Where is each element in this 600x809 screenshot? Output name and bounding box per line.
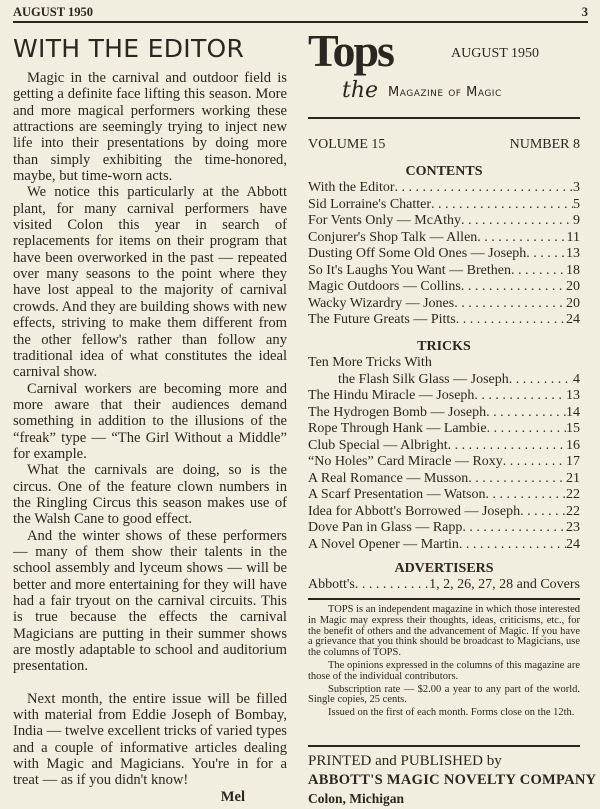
editorial-signature: Mel <box>220 788 245 805</box>
logo-the: the <box>342 78 379 103</box>
dot-leader <box>487 421 566 438</box>
toc-entry <box>308 438 580 455</box>
dot-leader <box>474 388 566 405</box>
toc-entry-title: The Hindu Miracle — Joseph <box>308 388 475 403</box>
toc-entry-title: The Future Greats — Pitts <box>308 312 456 327</box>
toc-entry-title: “No Holes” Card Miracle — Roxy <box>308 454 503 469</box>
toc-entry <box>308 213 580 230</box>
toc-entry-page: 21 <box>566 470 580 486</box>
toc-entry <box>308 296 580 313</box>
toc-entry-title: Abbott's <box>308 577 355 592</box>
advertisers-section <box>308 560 580 594</box>
toc-entry <box>308 372 580 389</box>
toc-entry-title: Magic Outdoors — Collins <box>308 279 461 294</box>
toc-entry-page: 16 <box>566 437 580 453</box>
toc-entry-page: 1, 2, 26, 27, 28 and Covers <box>429 577 580 592</box>
editorial-paragraph: Next month, the entire issue will be filled with material from Eddie Joseph of Bombay, India — twelve excellent tricks of varied types and a couple of informative articles dealing with Magic and Magicians. You're in for a treat — as if you didn't know! <box>13 690 287 789</box>
dot-leader <box>509 372 573 389</box>
dot-leader <box>456 312 566 329</box>
dot-leader <box>454 296 566 313</box>
dot-leader <box>462 520 566 537</box>
toc-entry-page: 3 <box>573 180 580 195</box>
toc-entry-page: 4 <box>573 371 580 387</box>
toc-entry <box>308 487 580 504</box>
toc-entry-page: 20 <box>566 279 580 294</box>
dot-leader <box>459 537 566 554</box>
dot-leader <box>461 213 573 230</box>
toc-entry <box>308 454 580 471</box>
dot-leader <box>448 438 566 455</box>
toc-entry-title: A Real Romance — Musson <box>308 470 469 486</box>
toc-entry-page: 24 <box>566 536 580 552</box>
toc-entry-title: For Vents Only — McAthy <box>308 213 461 228</box>
toc-entry <box>308 279 580 296</box>
dot-leader <box>503 454 566 471</box>
toc-entry-page: 22 <box>566 487 580 502</box>
toc-entry-page: 20 <box>566 295 580 311</box>
editorial-paragraph: And the winter shows of these performers — many of them show their talents in the school assembly and lyceum shows — will be better and more entertaining for they will have had a fair tryout on the carnival circuits. This is true because the effects the carnival Magicians are putting in their summer shows are mostly adaptable to school and auditorium presentation. <box>13 527 287 675</box>
toc-entry-title: A Novel Opener — Martin <box>308 536 459 552</box>
toc-entry <box>308 312 580 329</box>
notice-paragraph: The opinions expressed in the columns of this magazine are those of the individual contributors. <box>308 659 580 682</box>
tricks-section <box>308 338 580 553</box>
issue-number: NUMBER 8 <box>509 137 580 152</box>
contents-heading: CONTENTS <box>405 164 483 179</box>
toc-entry-title: Club Special — Albright <box>308 437 448 453</box>
toc-entry <box>308 577 580 594</box>
toc-entry-title: Rope Through Hank — Lambie <box>308 421 487 436</box>
toc-entry <box>308 405 580 422</box>
toc-entry-title: So It's Laughs You Want — Brethen <box>308 262 511 278</box>
editorial-paragraph: What the carnivals are doing, so is the circus. One of the feature clown numbers in the Ringling Circus this season makes use of the Walsh Cane to good effect. <box>13 462 287 528</box>
toc-entry-title: the Flash Silk Glass — Joseph <box>338 371 509 387</box>
toc-entry-page: 24 <box>566 312 580 327</box>
dot-leader <box>461 279 566 296</box>
toc-entry <box>308 246 580 263</box>
editorial-paragraph: We notice this particularly at the Abbott plant, for many carnival performers have visited Colon this year in search of replacements for items on their program that have been overworked in the past — repeated over many seasons to the point where they have lost appeal to the majority of carnival crowds. And they are building shows with new effects, striving to make them different from the other fellow's rather than follow any traditional idea of what constitutes the ideal carnival show. <box>13 184 288 381</box>
toc-entry-page: 17 <box>566 454 580 469</box>
masthead-date: AUGUST 1950 <box>451 46 540 61</box>
toc-entry-page: 9 <box>573 213 580 228</box>
publisher-company: ABBOTT'S MAGIC NOVELTY COMPANY <box>308 772 597 788</box>
dot-leader <box>520 504 566 521</box>
toc-entry-title: Idea for Abbott's Borrowed — Joseph <box>308 503 521 519</box>
toc-entry-page: 11 <box>566 229 580 245</box>
dot-leader <box>511 263 566 280</box>
toc-entry <box>308 504 580 521</box>
dot-leader <box>477 230 566 247</box>
notice-box <box>308 605 580 721</box>
toc-entry-title: The Hydrogen Bomb — Joseph <box>308 404 487 420</box>
dot-leader <box>431 197 573 214</box>
toc-entry-page: 13 <box>566 246 580 261</box>
toc-entry-page: 13 <box>566 388 580 403</box>
toc-entry <box>308 388 580 405</box>
toc-entry-title: Wacky Wizardry — Jones <box>308 295 455 311</box>
contents-section <box>308 163 580 329</box>
dot-leader <box>355 577 429 594</box>
tops-logo: Tops <box>308 25 393 76</box>
toc-entry-page: 22 <box>566 503 580 519</box>
publisher-location: Colon, Michigan <box>308 791 405 806</box>
dot-leader <box>486 405 566 422</box>
toc-entry-title: Dusting Off Some Old Ones — Joseph <box>308 246 527 261</box>
page-number: 3 <box>581 5 588 19</box>
toc-entry <box>308 230 580 247</box>
toc-entry-title: A Scarf Presentation — Watson <box>308 487 486 502</box>
dot-leader <box>468 471 566 488</box>
toc-entry-page: 14 <box>566 404 580 420</box>
notice-paragraph: TOPS is an independent magazine in which those interested in Magic may express their thoughts, ideas, criticisms, etc., for the benefit of others and the advancement of Magic. If you have a grievance that you think should be broadcast to Magicians, use the columns of TOPS. <box>308 604 580 659</box>
editorial-paragraph: Magic in the carnival and outdoor field is getting a definite face lifting this season. More and more magical performers working these attractions are seemingly trying to inject new life into their presentations by doing more than simply exhibiting the time-honored, maybe, but time-worn acts. <box>13 70 287 185</box>
toc-entry <box>308 263 580 280</box>
notice-top-rule <box>308 598 580 600</box>
toc-entry-page: 5 <box>573 196 580 212</box>
masthead-rule <box>308 117 580 119</box>
publisher-line: PRINTED and PUBLISHED by <box>308 753 502 769</box>
toc-entry <box>308 421 580 438</box>
header-rule <box>13 21 588 23</box>
toc-entry-page: 15 <box>566 421 580 436</box>
toc-entry-page: 23 <box>566 520 580 535</box>
dot-leader <box>526 246 566 263</box>
dot-leader <box>485 487 566 504</box>
toc-entry <box>308 197 580 214</box>
magazine-subtitle: Magazine of Magic <box>388 85 502 100</box>
editorial-title: WITH THE EDITOR <box>13 34 245 63</box>
toc-entry-title: With the Editor <box>308 180 395 195</box>
toc-entry-page: 18 <box>566 262 580 278</box>
toc-entry-title: Ten More Tricks With <box>308 355 432 370</box>
tricks-heading: TRICKS <box>417 339 471 354</box>
volume: VOLUME 15 <box>308 137 386 152</box>
toc-entry-title: Dove Pan in Glass — Rapp <box>308 520 463 535</box>
editorial-paragraph: Carnival workers are becoming more and more aware that their audiences demand something in addition to the illusions of the “freak” type — “The Girl Without a Middle” for example. <box>13 380 287 462</box>
toc-entry-title: Conjurer's Shop Talk — Allen <box>308 229 478 245</box>
editorial-body <box>13 70 287 805</box>
toc-entry <box>308 520 580 537</box>
toc-entry <box>308 537 580 554</box>
notice-paragraph: Subscription rate — $2.00 a year to any part of the world. Single copies, 25 cents. <box>308 683 580 706</box>
notice-paragraph: Issued on the first of each month. Forms close on the 12th. <box>328 707 575 719</box>
toc-entry-first-line <box>308 355 580 372</box>
running-header-date: AUGUST 1950 <box>13 5 93 19</box>
toc-entry-title: Sid Lorraine's Chatter <box>308 196 432 212</box>
toc-entry <box>308 180 580 197</box>
advertisers-heading: ADVERTISERS <box>394 561 494 576</box>
dot-leader <box>395 180 573 197</box>
toc-entry <box>308 471 580 488</box>
notice-bottom-rule <box>308 745 580 747</box>
